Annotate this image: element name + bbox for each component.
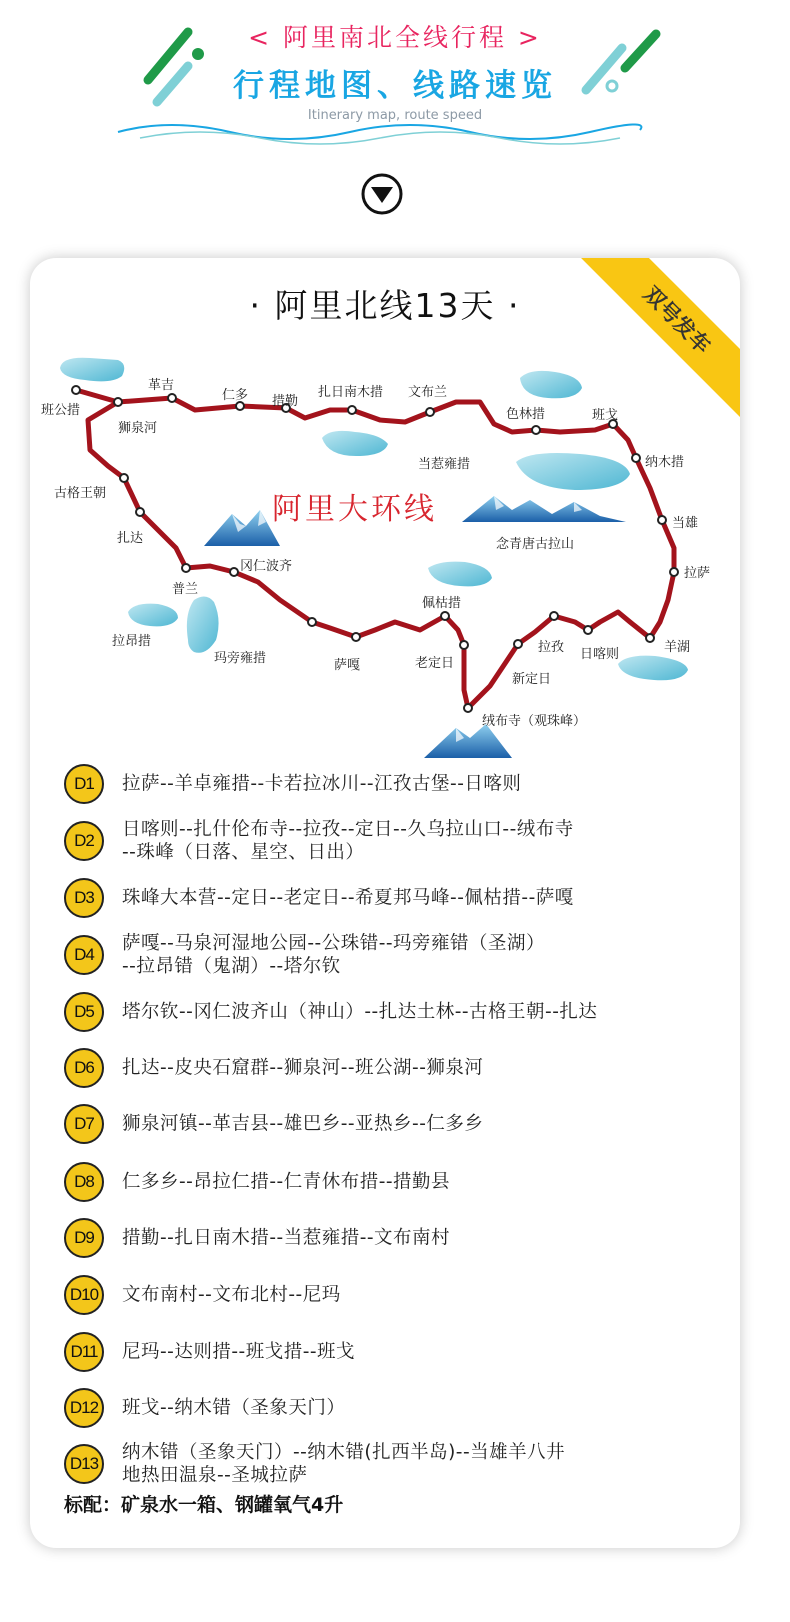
label-yanghu: 羊湖 [664,640,691,655]
day-text: 塔尔钦--冈仁波齐山（神山）--扎达土林--古格王朝--扎达 [122,1001,598,1023]
label-nianqing: 念青唐古拉山 [496,537,575,552]
day-badge: D5 [64,992,104,1032]
dot-zhada [136,508,144,516]
label-saga: 萨嘎 [334,658,361,673]
label-wenbulan: 文布兰 [408,385,448,400]
day-badge: D9 [64,1218,104,1258]
dot-dangxiong [658,516,666,524]
day-badge: D7 [64,1104,104,1144]
label-xindingri: 新定日 [512,672,552,687]
mountain-everest [424,724,512,758]
label-namucuo: 纳木措 [645,455,685,470]
day-badge: D13 [64,1444,104,1484]
label-lazi: 拉孜 [538,640,565,655]
lake-lagangcuo [128,604,178,627]
day-badge: D8 [64,1162,104,1202]
dot-zharinanmucuo [348,406,356,414]
label-lasa: 拉萨 [684,566,711,581]
departure-ribbon: 双号发车 [572,258,740,425]
label-gugewangchao: 古格王朝 [54,486,107,501]
dot-namucuo [632,454,640,462]
day-row [64,1327,704,1377]
day-badge: D6 [64,1048,104,1088]
day-text: 尼玛--达则措--班戈措--班戈 [122,1341,356,1363]
day-text: 措勤--扎日南木措--当惹雍措--文布南村 [122,1227,451,1249]
day-text: 日喀则--扎什伦布寺--拉孜--定日--久乌拉山口--绒布寺 --珠峰（日落、星空、日出） [122,819,574,863]
dot-rikaze [584,626,592,634]
lake-dangrucuo [322,431,388,456]
day-badge: D2 [64,821,104,861]
day-badge: D3 [64,878,104,918]
day-text: 文布南村--文布北村--尼玛 [122,1284,341,1306]
label-dangreyongcuo: 当惹雍措 [418,457,471,472]
day-badge: D4 [64,935,104,975]
day-row [64,987,704,1037]
label-dangxiong: 当雄 [672,516,699,531]
day-row [64,1157,704,1207]
loop-label: 阿里大环线 [272,492,437,527]
label-rikaze: 日喀则 [580,647,620,662]
day-badge: D10 [64,1275,104,1315]
lake-selincuo [520,371,582,398]
dot-xindingri [514,640,522,648]
dot-selincuo [532,426,540,434]
lake-peikucuo [428,562,492,587]
day-text: 狮泉河镇--革吉县--雄巴乡--亚热乡--仁多乡 [122,1113,484,1135]
label-renduo: 仁多 [222,388,249,403]
day-row [64,930,704,980]
day-row [64,1439,704,1489]
label-gangrenboqi: 冈仁波齐 [240,559,293,574]
label-peikucuo: 佩枯措 [422,596,462,611]
dot-peikucuo [441,612,449,620]
label-rongbusi: 绒布寺（观珠峰） [482,714,587,729]
card-title: · 阿里北线13天 · [249,286,521,325]
day-row [64,1270,704,1320]
dot-pulan [182,564,190,572]
day-badge: D11 [64,1332,104,1372]
day-text: 拉萨--羊卓雍措--卡若拉冰川--江孜古堡--日喀则 [122,773,522,795]
day-badge: D12 [64,1388,104,1428]
dot-shiquanhe [114,398,122,406]
day-row [64,1213,704,1263]
label-bange: 班戈 [592,408,619,423]
dot-lazi [550,612,558,620]
label-cuoqin: 措勤 [272,394,299,409]
dot-rongbusi [464,704,472,712]
day-row [64,816,704,866]
header-title: 行程地图、线路速览 [233,68,557,104]
label-laodingri: 老定日 [415,656,455,671]
dot-saga [352,633,360,641]
day-badge: D1 [64,764,104,804]
dot-bangongcuo [72,386,80,394]
dot-gugewangchao [120,474,128,482]
lake-mapangyongcuo [187,596,219,652]
dot-saga-west [308,618,316,626]
day-text: 扎达--皮央石窟群--狮泉河--班公湖--狮泉河 [122,1057,484,1079]
label-lagangcuo: 拉昂措 [112,634,152,649]
day-text: 珠峰大本营--定日--老定日--希夏邦马峰--佩枯措--萨嘎 [122,887,574,909]
label-zhada: 扎达 [117,531,144,546]
day-row [64,1099,704,1149]
dot-lasa [670,568,678,576]
day-text: 纳木错（圣象天门）--纳木错(扎西半岛)--当雄羊八井 地热田温泉--圣城拉萨 [122,1442,566,1486]
mountain-nianqing [462,496,626,522]
label-geji: 革吉 [148,378,175,393]
label-selincuo: 色林措 [506,407,546,422]
dot-yanghu [646,634,654,642]
day-row [64,873,704,923]
day-text: 仁多乡--昂拉仁措--仁青休布措--措勤县 [122,1171,451,1193]
lake-namucuo [516,453,630,490]
dot-geji [168,394,176,402]
dot-renduo [236,402,244,410]
label-zharinanmucuo: 扎日南木措 [318,385,384,400]
standard-equipment-note: 标配：矿泉水一箱、钢罐氧气4升 [64,1494,344,1516]
lake-yanghu [618,656,688,681]
label-shiquanhe: 狮泉河 [118,421,158,436]
label-pulan: 普兰 [172,582,199,597]
header-subtitle: < 阿里南北全线行程 > [248,23,542,52]
dot-wenbulan [426,408,434,416]
lake-bangong [60,358,124,382]
day-row [64,759,704,809]
day-row [64,1383,704,1433]
dot-laodingri [460,641,468,649]
day-text: 萨嘎--马泉河湿地公园--公珠错--玛旁雍错（圣湖） --拉昂错（鬼湖）--塔尔钦 [122,933,546,977]
header-subtitle-en: Itinerary map, route speed [307,108,483,123]
label-bangongcuo: 班公措 [41,403,81,418]
dot-gangrenboqi [230,568,238,576]
label-mapangyongcuo: 玛旁雍措 [214,651,267,666]
day-row [64,1043,704,1093]
day-text: 班戈--纳木错（圣象天门） [122,1397,346,1419]
